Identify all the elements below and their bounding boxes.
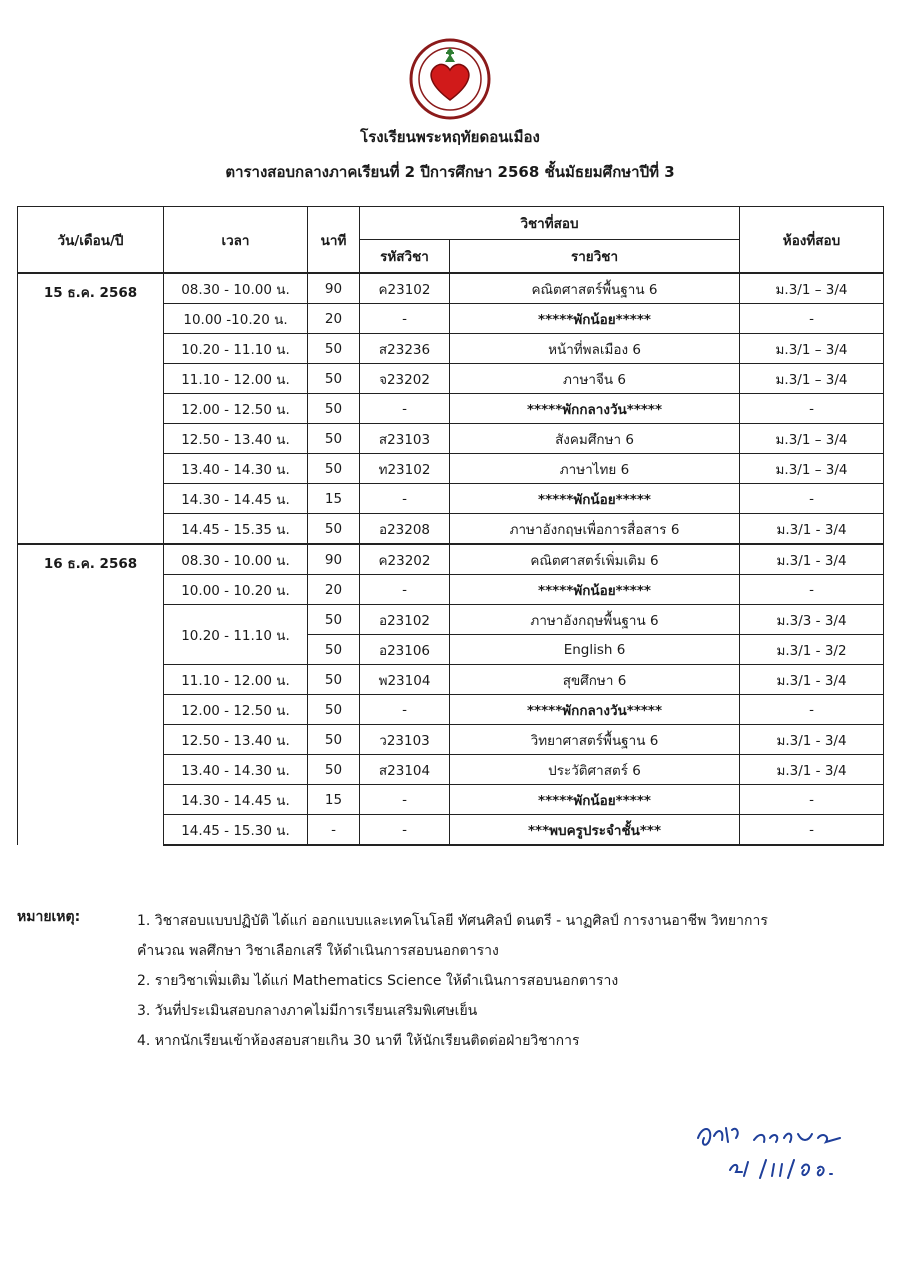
minutes-cell: 50 — [308, 665, 360, 695]
table-row — [18, 273, 884, 304]
break-cell: *****พักน้อย***** — [450, 304, 740, 334]
minutes-cell: 50 — [308, 755, 360, 785]
notes-list — [137, 906, 887, 1056]
note-item: 1. วิชาสอบแบบปฏิบัติ ได้แก่ ออกแบบและเทคโนโลยี ทัศนศิลป์ ดนตรี - นาฏศิลป์ การงานอาชีพ วิทยาการ — [137, 913, 768, 929]
code-cell: - — [360, 785, 450, 815]
break-cell: *****พักน้อย***** — [450, 785, 740, 815]
subject-cell: วิทยาศาสตร์พื้นฐาน 6 — [450, 725, 740, 755]
room-cell: ม.3/1 – 3/4 — [740, 454, 884, 484]
header-time: เวลา — [164, 207, 308, 274]
subject-cell: คณิตศาสตร์เพิ่มเติม 6 — [450, 544, 740, 575]
time-cell: 12.50 - 13.40 น. — [164, 424, 308, 454]
break-cell: *****พักน้อย***** — [450, 575, 740, 605]
minutes-cell: 20 — [308, 575, 360, 605]
notes-heading: หมายเหตุ: — [17, 909, 81, 925]
exam-schedule-table — [17, 206, 884, 846]
code-cell: - — [360, 394, 450, 424]
time-cell: 14.45 - 15.35 น. — [164, 514, 308, 545]
minutes-cell: 50 — [308, 394, 360, 424]
minutes-cell: 50 — [308, 605, 360, 635]
header-code: รหัสวิชา — [360, 240, 450, 274]
room-cell: - — [740, 304, 884, 334]
room-cell: ม.3/1 – 3/4 — [740, 424, 884, 454]
code-cell: - — [360, 815, 450, 846]
subject-cell: สังคมศึกษา 6 — [450, 424, 740, 454]
room-cell: - — [740, 785, 884, 815]
room-cell: - — [740, 815, 884, 846]
time-cell: 10.00 -10.20 น. — [164, 304, 308, 334]
code-cell: อ23106 — [360, 635, 450, 665]
header-date: วัน/เดือน/ปี — [18, 207, 164, 274]
minutes-cell: 20 — [308, 304, 360, 334]
code-cell: - — [360, 575, 450, 605]
code-cell: ค23202 — [360, 544, 450, 575]
subject-cell: ประวัติศาสตร์ 6 — [450, 755, 740, 785]
room-cell: ม.3/1 - 3/4 — [740, 514, 884, 545]
date-cell: 15 ธ.ค. 2568 — [18, 273, 164, 544]
minutes-cell: 50 — [308, 424, 360, 454]
school-name: โรงเรียนพระหฤทัยดอนเมือง — [360, 128, 540, 146]
schedule-title: ตารางสอบกลางภาคเรียนที่ 2 ปีการศึกษา 2568 ชั้นมัธยมศึกษาปีที่ 3 — [225, 163, 675, 181]
room-cell: - — [740, 695, 884, 725]
room-cell: ม.3/1 - 3/4 — [740, 725, 884, 755]
room-cell: ม.3/1 - 3/4 — [740, 665, 884, 695]
code-cell: ส23236 — [360, 334, 450, 364]
time-cell: 12.50 - 13.40 น. — [164, 725, 308, 755]
minutes-cell: 50 — [308, 695, 360, 725]
code-cell: อ23102 — [360, 605, 450, 635]
minutes-cell: 90 — [308, 273, 360, 304]
minutes-cell: 50 — [308, 514, 360, 545]
time-cell: 10.20 - 11.10 น. — [164, 605, 308, 665]
code-cell: - — [360, 695, 450, 725]
room-cell: ม.3/1 - 3/4 — [740, 544, 884, 575]
room-cell: - — [740, 394, 884, 424]
code-cell: อ23208 — [360, 514, 450, 545]
code-cell: - — [360, 484, 450, 514]
note-item: 2. รายวิชาเพิ่มเติม ได้แก่ Mathematics Science ให้ดำเนินการสอบนอกตาราง — [137, 973, 619, 989]
time-cell: 10.00 - 10.20 น. — [164, 575, 308, 605]
time-cell: 14.30 - 14.45 น. — [164, 484, 308, 514]
time-cell: 08.30 - 10.00 น. — [164, 544, 308, 575]
time-cell: 12.00 - 12.50 น. — [164, 695, 308, 725]
date-cell: 16 ธ.ค. 2568 — [18, 544, 164, 845]
room-cell: ม.3/1 – 3/4 — [740, 273, 884, 304]
code-cell: - — [360, 304, 450, 334]
header-minutes: นาที — [308, 207, 360, 274]
time-cell: 08.30 - 10.00 น. — [164, 273, 308, 304]
minutes-cell: - — [308, 815, 360, 846]
room-cell: ม.3/1 – 3/4 — [740, 334, 884, 364]
table-row — [18, 544, 884, 575]
room-cell: ม.3/1 – 3/4 — [740, 364, 884, 394]
header-subject: รายวิชา — [450, 240, 740, 274]
note-item: คำนวณ พลศึกษา วิชาเลือกเสรี ให้ดำเนินการสอบนอกตาราง — [137, 943, 499, 959]
note-item: 4. หากนักเรียนเข้าห้องสอบสายเกิน 30 นาที ให้นักเรียนติดต่อฝ่ายวิชาการ — [137, 1033, 580, 1049]
time-cell: 13.40 - 14.30 น. — [164, 755, 308, 785]
time-cell: 11.10 - 12.00 น. — [164, 665, 308, 695]
subject-cell: ภาษาจีน 6 — [450, 364, 740, 394]
subject-cell: หน้าที่พลเมือง 6 — [450, 334, 740, 364]
school-logo — [409, 38, 491, 120]
minutes-cell: 15 — [308, 785, 360, 815]
note-item: 3. วันที่ประเมินสอบกลางภาคไม่มีการเรียนเสริมพิเศษเย็น — [137, 1003, 478, 1019]
minutes-cell: 50 — [308, 454, 360, 484]
time-cell: 14.30 - 14.45 น. — [164, 785, 308, 815]
minutes-cell: 15 — [308, 484, 360, 514]
subject-cell: ภาษาไทย 6 — [450, 454, 740, 484]
break-cell: *****พักกลางวัน***** — [450, 695, 740, 725]
break-cell: *****พักน้อย***** — [450, 484, 740, 514]
subject-cell: สุขศึกษา 6 — [450, 665, 740, 695]
header-room: ห้องที่สอบ — [740, 207, 884, 274]
room-cell: ม.3/1 - 3/4 — [740, 755, 884, 785]
minutes-cell: 50 — [308, 334, 360, 364]
minutes-cell: 50 — [308, 725, 360, 755]
time-cell: 12.00 - 12.50 น. — [164, 394, 308, 424]
break-cell: *****พักกลางวัน***** — [450, 394, 740, 424]
code-cell: ว23103 — [360, 725, 450, 755]
time-cell: 13.40 - 14.30 น. — [164, 454, 308, 484]
subject-cell: English 6 — [450, 635, 740, 665]
break-cell: ***พบครูประจำชั้น*** — [450, 815, 740, 846]
subject-cell: ภาษาอังกฤษเพื่อการสื่อสาร 6 — [450, 514, 740, 545]
time-cell: 10.20 - 11.10 น. — [164, 334, 308, 364]
code-cell: ส23104 — [360, 755, 450, 785]
time-cell: 11.10 - 12.00 น. — [164, 364, 308, 394]
subject-cell: คณิตศาสตร์พื้นฐาน 6 — [450, 273, 740, 304]
subject-cell: ภาษาอังกฤษพื้นฐาน 6 — [450, 605, 740, 635]
room-cell: - — [740, 575, 884, 605]
minutes-cell: 50 — [308, 364, 360, 394]
code-cell: ท23102 — [360, 454, 450, 484]
code-cell: ค23102 — [360, 273, 450, 304]
code-cell: พ23104 — [360, 665, 450, 695]
code-cell: ส23103 — [360, 424, 450, 454]
header-subject-group: วิชาที่สอบ — [360, 207, 740, 240]
minutes-cell: 50 — [308, 635, 360, 665]
room-cell: ม.3/3 - 3/4 — [740, 605, 884, 635]
room-cell: - — [740, 484, 884, 514]
room-cell: ม.3/1 - 3/2 — [740, 635, 884, 665]
handwritten-signature — [690, 1108, 890, 1188]
minutes-cell: 90 — [308, 544, 360, 575]
code-cell: จ23202 — [360, 364, 450, 394]
time-cell: 14.45 - 15.30 น. — [164, 815, 308, 846]
